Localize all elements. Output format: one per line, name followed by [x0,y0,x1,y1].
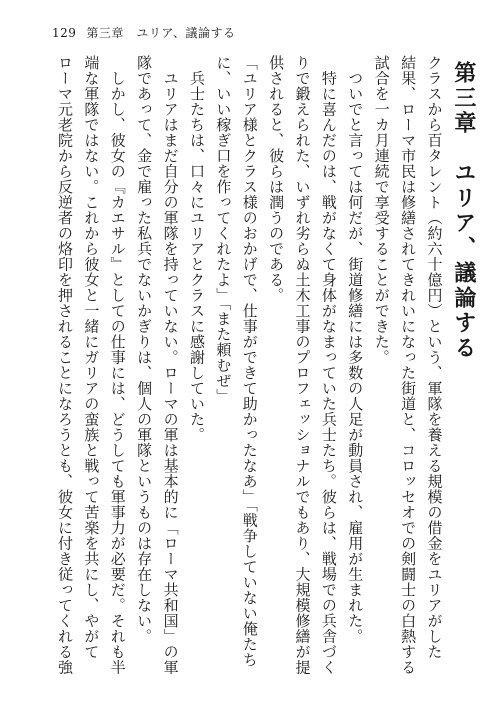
text-line-8: 「ユリア様とクラス様のおかげで、仕事ができて助かったなあ」「戦争していない俺たち [240,55,259,668]
text-line-7: 供されると、彼らは潤うのである。 [267,55,286,303]
text-line-5: 特に喜んだのは、戦がなくて身体がなまっていた兵士たち。彼らは、戦場での兵舎づく [319,55,338,675]
page-body [54,55,478,675]
text-line-13: しかし、彼女の『カエサル』としての仕事には、どうしても軍事力が必要だ。それも半 [108,55,127,675]
text-line-10: 兵士たちは、口々にユリアとクラスに感謝していた。 [187,55,206,443]
page-number: 129 [52,26,77,40]
text-line-15: ローマ元老院から反逆者の烙印を押されることになろうとも、彼女に付き従ってくれる強 [56,55,74,675]
text-line-14: 端な軍隊ではない。これから彼女と一緒にガリアの蛮族と戦って苦楽を共にし、やがて [82,55,101,660]
text-line-2: 結果、ローマ市民は修繕されてきれいになった街道と、コロッセオでの剣闘士の白熱する [399,55,418,675]
text-line-3: 試合を一カ月連続で享受することができた。 [372,55,391,365]
text-line-9: に、いい稼ぎ口を作ってくれたよ」「また頼むぜ」 [214,55,233,404]
text-line-11: ユリアはまだ自分の軍隊を持っていない。ローマの軍は基本的に「ローマ共和国」の軍 [161,55,180,675]
text-line-4: ついでと言っては何だが、街道修繕には多数の人足が動員され、雇用が生まれた。 [346,55,365,644]
running-header [52,24,235,41]
chapter-title: 第三章 ユリア、議論する [450,61,477,361]
text-line-1: クラスから百タレント（約六十億円）という、軍隊を養える規模の借金をユリアがした [425,55,444,660]
text-line-12: 隊であって、金で雇った私兵でないかぎりは、個人の軍隊というものは存在しない。 [135,55,154,644]
running-header-chapter-label: 第三章 ユリア、議論する [86,26,236,40]
text-line-6: りで鍛えられた、いずれ劣らぬ土木工事のプロフェッショナルでもあり、大規模修繕が提 [293,55,312,675]
